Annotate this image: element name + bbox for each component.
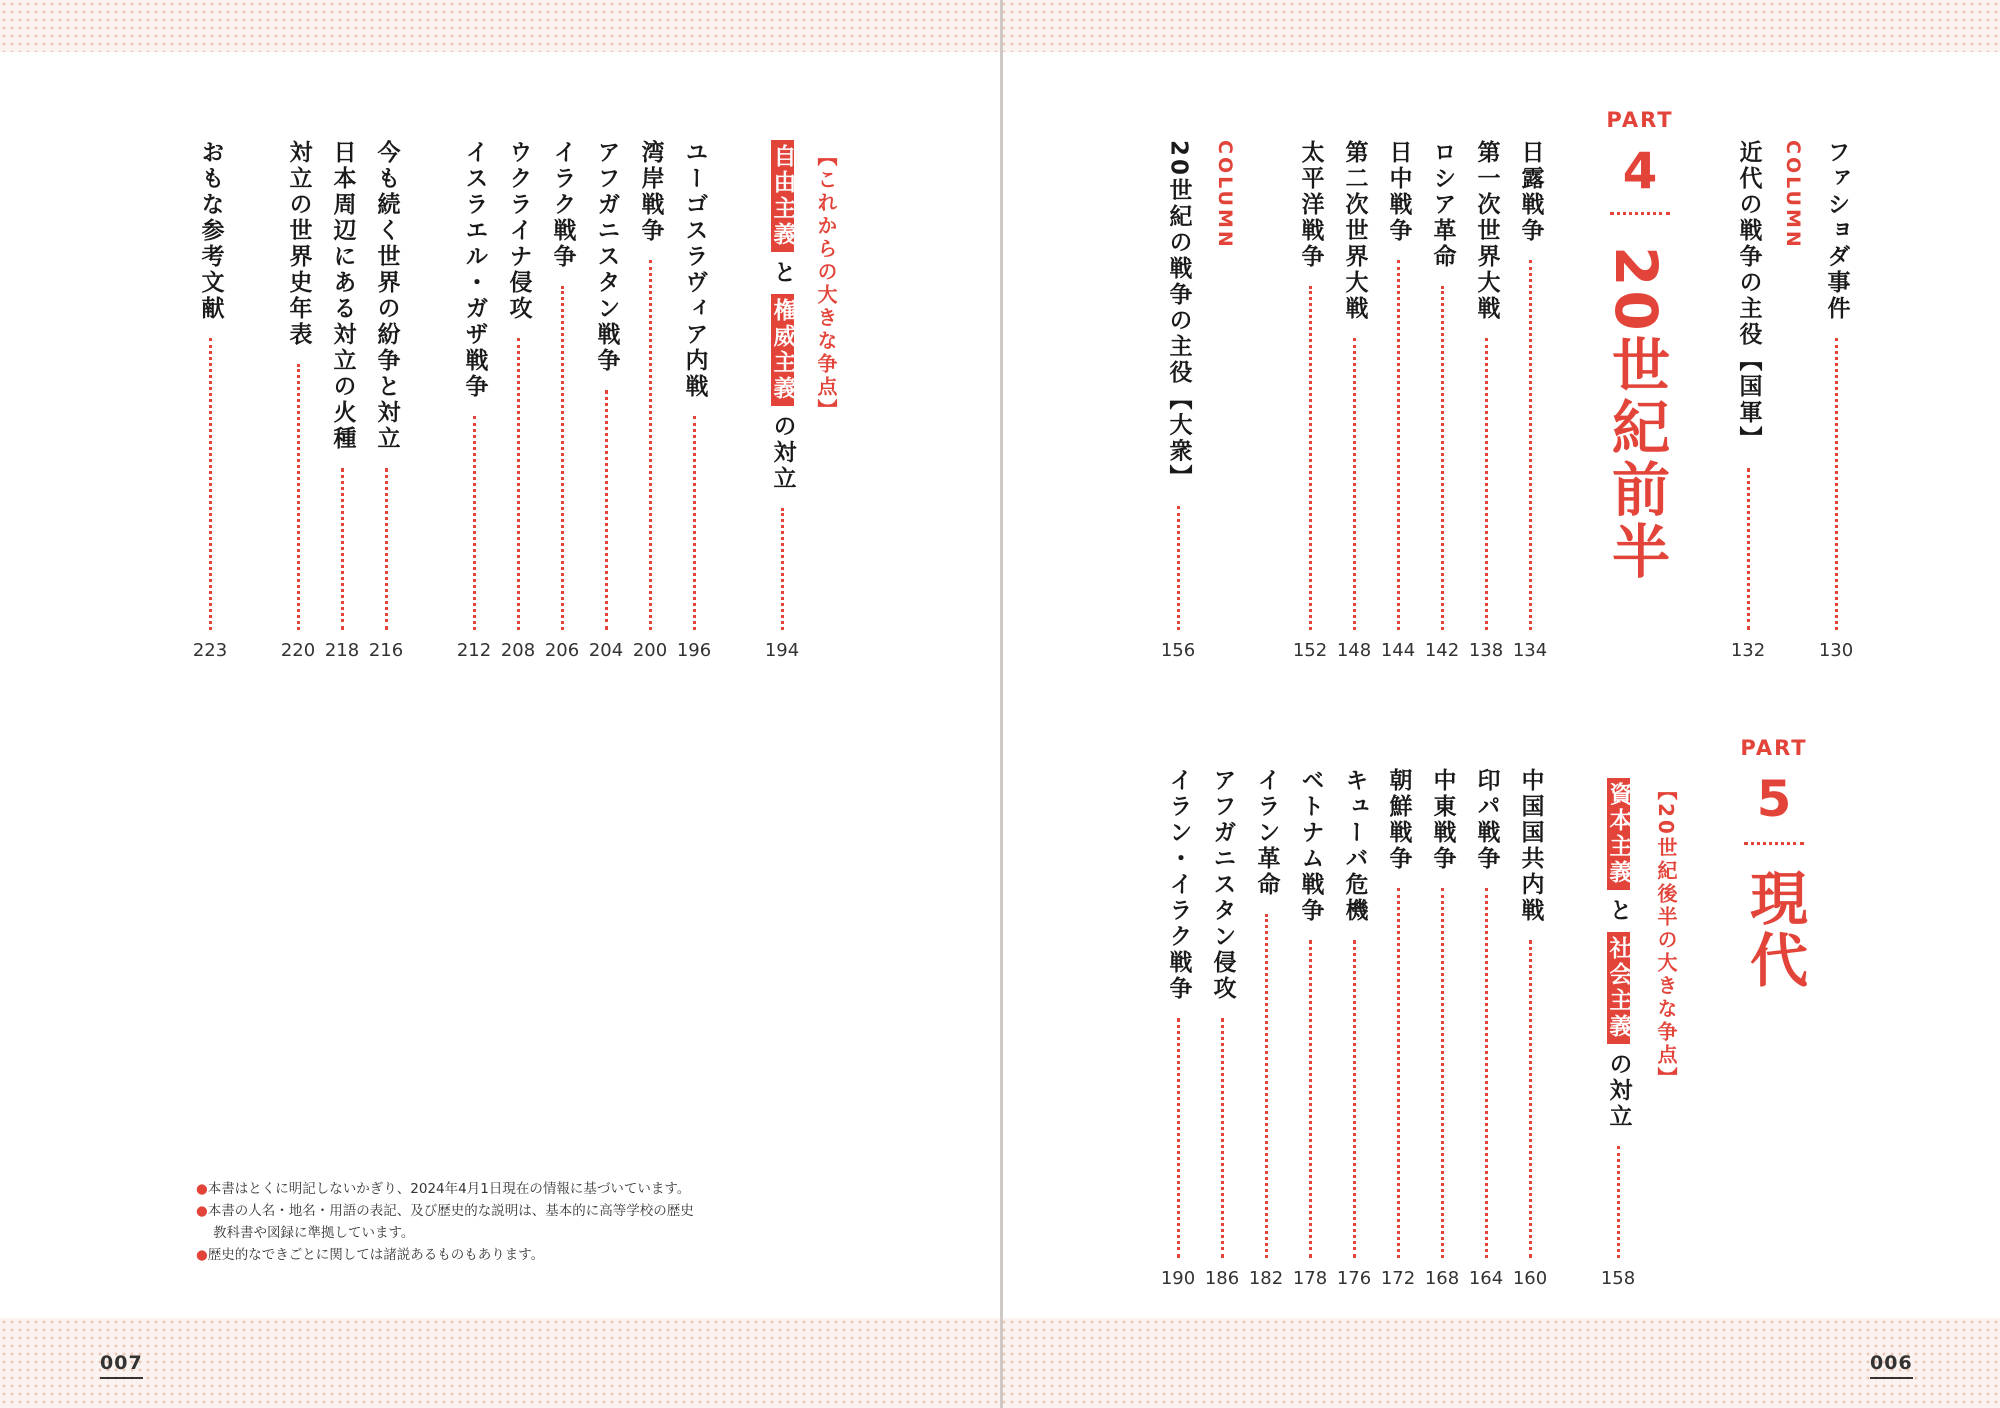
toc-entry-japan-sparks[interactable]: 日本周辺にある対立の火種 218 bbox=[324, 140, 360, 661]
page-number-left: 007 bbox=[100, 1352, 143, 1379]
page-gutter bbox=[1000, 0, 1003, 1408]
toc-entry-afghan-invasion[interactable]: アフガニスタン侵攻 186 bbox=[1204, 768, 1240, 1289]
highlight-liberalism: 自由主義 bbox=[771, 140, 794, 252]
part-5-number: 5 bbox=[1756, 770, 1792, 828]
toc-entry-nicchu[interactable]: 日中戦争 144 bbox=[1380, 140, 1416, 661]
toc-entry-references[interactable]: おもな参考文献 223 bbox=[192, 140, 228, 661]
leader-dots bbox=[1441, 286, 1444, 630]
note-line: ●本書はとくに明記しないかぎり、2024年4月1日現在の情報に基づいています。 bbox=[196, 1181, 691, 1197]
toc-entry-israel-gaza-war[interactable]: イスラエル・ガザ戦争 212 bbox=[456, 140, 492, 661]
leader-dots bbox=[1485, 338, 1488, 630]
toc-entry-afghan-war[interactable]: アフガニスタン戦争 204 bbox=[588, 140, 624, 661]
leader-dots bbox=[517, 338, 520, 630]
entry-page: 172 bbox=[1380, 1268, 1416, 1289]
entry-page: 158 bbox=[1600, 1268, 1636, 1289]
toc-entry-ww2[interactable]: 第二次世界大戦 148 bbox=[1336, 140, 1372, 661]
part-4-label: PART bbox=[1606, 108, 1674, 132]
leader-dots bbox=[693, 416, 696, 630]
toc-entry-russia-revolution[interactable]: ロシア革命 142 bbox=[1424, 140, 1460, 661]
leader-dots bbox=[1397, 260, 1400, 630]
toc-entry-cuban-crisis[interactable]: キューバ危機 176 bbox=[1336, 768, 1372, 1289]
leader-dots bbox=[1309, 940, 1312, 1258]
entry-page: 138 bbox=[1468, 640, 1504, 661]
entry-page: 176 bbox=[1336, 1268, 1372, 1289]
leader-dots bbox=[1397, 888, 1400, 1258]
toc-entry-chronology[interactable]: 対立の世界史年表 220 bbox=[280, 140, 316, 661]
note-line: ●本書の人名・地名・用語の表記、及び歴史的な説明は、基本的に高等学校の歴史 bbox=[196, 1203, 694, 1219]
entry-page: 168 bbox=[1424, 1268, 1460, 1289]
toc-entry-iranian-revolution[interactable]: イラン革命 182 bbox=[1248, 768, 1284, 1289]
entry-page: 223 bbox=[192, 640, 228, 661]
toc-entry-iraq-war[interactable]: イラク戦争 206 bbox=[544, 140, 580, 661]
leader-dots bbox=[297, 364, 300, 630]
part-5-label: PART bbox=[1740, 736, 1808, 760]
leader-dots bbox=[1529, 260, 1532, 630]
leader-dots bbox=[649, 260, 652, 630]
toc-entry-column-kokugun[interactable]: 近代の戦争の主役【国軍】 132 bbox=[1730, 140, 1766, 661]
entry-page: 204 bbox=[588, 640, 624, 661]
leader-dots bbox=[605, 390, 608, 630]
toc-entry-ww1[interactable]: 第一次世界大戦 138 bbox=[1468, 140, 1504, 661]
toc-entry-ongoing-conflicts[interactable]: 今も続く世界の紛争と対立 216 bbox=[368, 140, 404, 661]
toc-entry-theme-capitalism-socialism[interactable]: 資本主義と社会主義の対立 158 bbox=[1600, 778, 1636, 1288]
entry-page: 148 bbox=[1336, 640, 1372, 661]
entry-page: 134 bbox=[1512, 640, 1548, 661]
leader-dots bbox=[1177, 1018, 1180, 1258]
entry-page: 220 bbox=[280, 640, 316, 661]
toc-entry-chinese-civil-war[interactable]: 中国国共内戦 160 bbox=[1512, 768, 1548, 1289]
leader-dots bbox=[1485, 888, 1488, 1258]
leader-dots bbox=[1353, 338, 1356, 630]
toc-entry-theme-liberalism-authoritarianism[interactable]: 自由主義と権威主義の対立 194 bbox=[764, 140, 800, 660]
leader-dots bbox=[1353, 940, 1356, 1258]
highlight-authoritarianism: 権威主義 bbox=[771, 294, 794, 406]
toc-entry-fashoda[interactable]: ファショダ事件 130 bbox=[1818, 140, 1854, 661]
entry-page: 142 bbox=[1424, 640, 1460, 661]
toc-entry-iran-iraq-war[interactable]: イラン・イラク戦争 190 bbox=[1160, 768, 1196, 1289]
leader-dots bbox=[1177, 506, 1180, 630]
part-4-title: 20世紀前半 bbox=[1602, 246, 1670, 583]
entry-page: 186 bbox=[1204, 1268, 1240, 1289]
leader-dots bbox=[1617, 1146, 1620, 1258]
leader-dots bbox=[781, 508, 784, 630]
highlight-capitalism: 資本主義 bbox=[1607, 778, 1630, 890]
entry-page: 196 bbox=[676, 640, 712, 661]
entry-page: 208 bbox=[500, 640, 536, 661]
leader-dots bbox=[385, 468, 388, 630]
theme-header-20c: 【20世紀後半の大きな争点】 bbox=[1654, 780, 1678, 1090]
toc-entry-indo-pak-war[interactable]: 印パ戦争 164 bbox=[1468, 768, 1504, 1289]
toc-entry-column-taishu[interactable]: 20世紀の戦争の主役【大衆】 156 bbox=[1160, 140, 1196, 661]
entry-page: 218 bbox=[324, 640, 360, 661]
leader-dots bbox=[473, 416, 476, 630]
entry-page: 190 bbox=[1160, 1268, 1196, 1289]
theme-header-future: 【これからの大きな争点】 bbox=[814, 146, 838, 422]
entry-page: 160 bbox=[1512, 1268, 1548, 1289]
toc-entry-ukraine-invasion[interactable]: ウクライナ侵攻 208 bbox=[500, 140, 536, 661]
part-4-rule bbox=[1610, 212, 1670, 215]
part-4-number: 4 bbox=[1622, 142, 1658, 200]
entry-page: 152 bbox=[1292, 640, 1328, 661]
part-5-rule bbox=[1744, 842, 1804, 845]
entry-page: 164 bbox=[1468, 1268, 1504, 1289]
entry-page: 144 bbox=[1380, 640, 1416, 661]
note-line: ●歴史的なできごとに関しては諸説あるものもあります。 bbox=[196, 1247, 545, 1263]
note-line: 教科書や図録に準拠しています。 bbox=[213, 1225, 415, 1241]
toc-entry-vietnam-war[interactable]: ベトナム戦争 178 bbox=[1292, 768, 1328, 1289]
page-number-right: 006 bbox=[1870, 1352, 1913, 1379]
toc-entry-nichiro[interactable]: 日露戦争 134 bbox=[1512, 140, 1548, 661]
entry-page: 212 bbox=[456, 640, 492, 661]
leader-dots bbox=[561, 286, 564, 630]
highlight-socialism: 社会主義 bbox=[1607, 932, 1630, 1044]
entry-page: 182 bbox=[1248, 1268, 1284, 1289]
leader-dots bbox=[341, 468, 344, 630]
entry-page: 178 bbox=[1292, 1268, 1328, 1289]
editorial-notes bbox=[196, 1178, 694, 1266]
part-5-title: 現代 bbox=[1740, 868, 1808, 992]
entry-page: 216 bbox=[368, 640, 404, 661]
leader-dots bbox=[1441, 888, 1444, 1258]
entry-page: 130 bbox=[1818, 640, 1854, 661]
toc-entry-korean-war[interactable]: 朝鮮戦争 172 bbox=[1380, 768, 1416, 1289]
toc-entry-pacific-war[interactable]: 太平洋戦争 152 bbox=[1292, 140, 1328, 661]
leader-dots bbox=[1529, 940, 1532, 1258]
column-label: COLUMN bbox=[1214, 140, 1236, 250]
column-label: COLUMN bbox=[1782, 140, 1804, 250]
toc-entry-yugoslav-wars[interactable]: ユーゴスラヴィア内戦 196 bbox=[676, 140, 712, 661]
leader-dots bbox=[209, 338, 212, 630]
leader-dots bbox=[1309, 286, 1312, 630]
entry-page: 194 bbox=[764, 640, 800, 661]
leader-dots bbox=[1265, 914, 1268, 1258]
entry-page: 206 bbox=[544, 640, 580, 661]
toc-entry-gulf-war[interactable]: 湾岸戦争 200 bbox=[632, 140, 668, 661]
toc-entry-middle-east-war[interactable]: 中東戦争 168 bbox=[1424, 768, 1460, 1289]
leader-dots bbox=[1747, 468, 1750, 630]
leader-dots bbox=[1835, 338, 1838, 630]
entry-page: 156 bbox=[1160, 640, 1196, 661]
entry-page: 200 bbox=[632, 640, 668, 661]
entry-page: 132 bbox=[1730, 640, 1766, 661]
leader-dots bbox=[1221, 1018, 1224, 1258]
